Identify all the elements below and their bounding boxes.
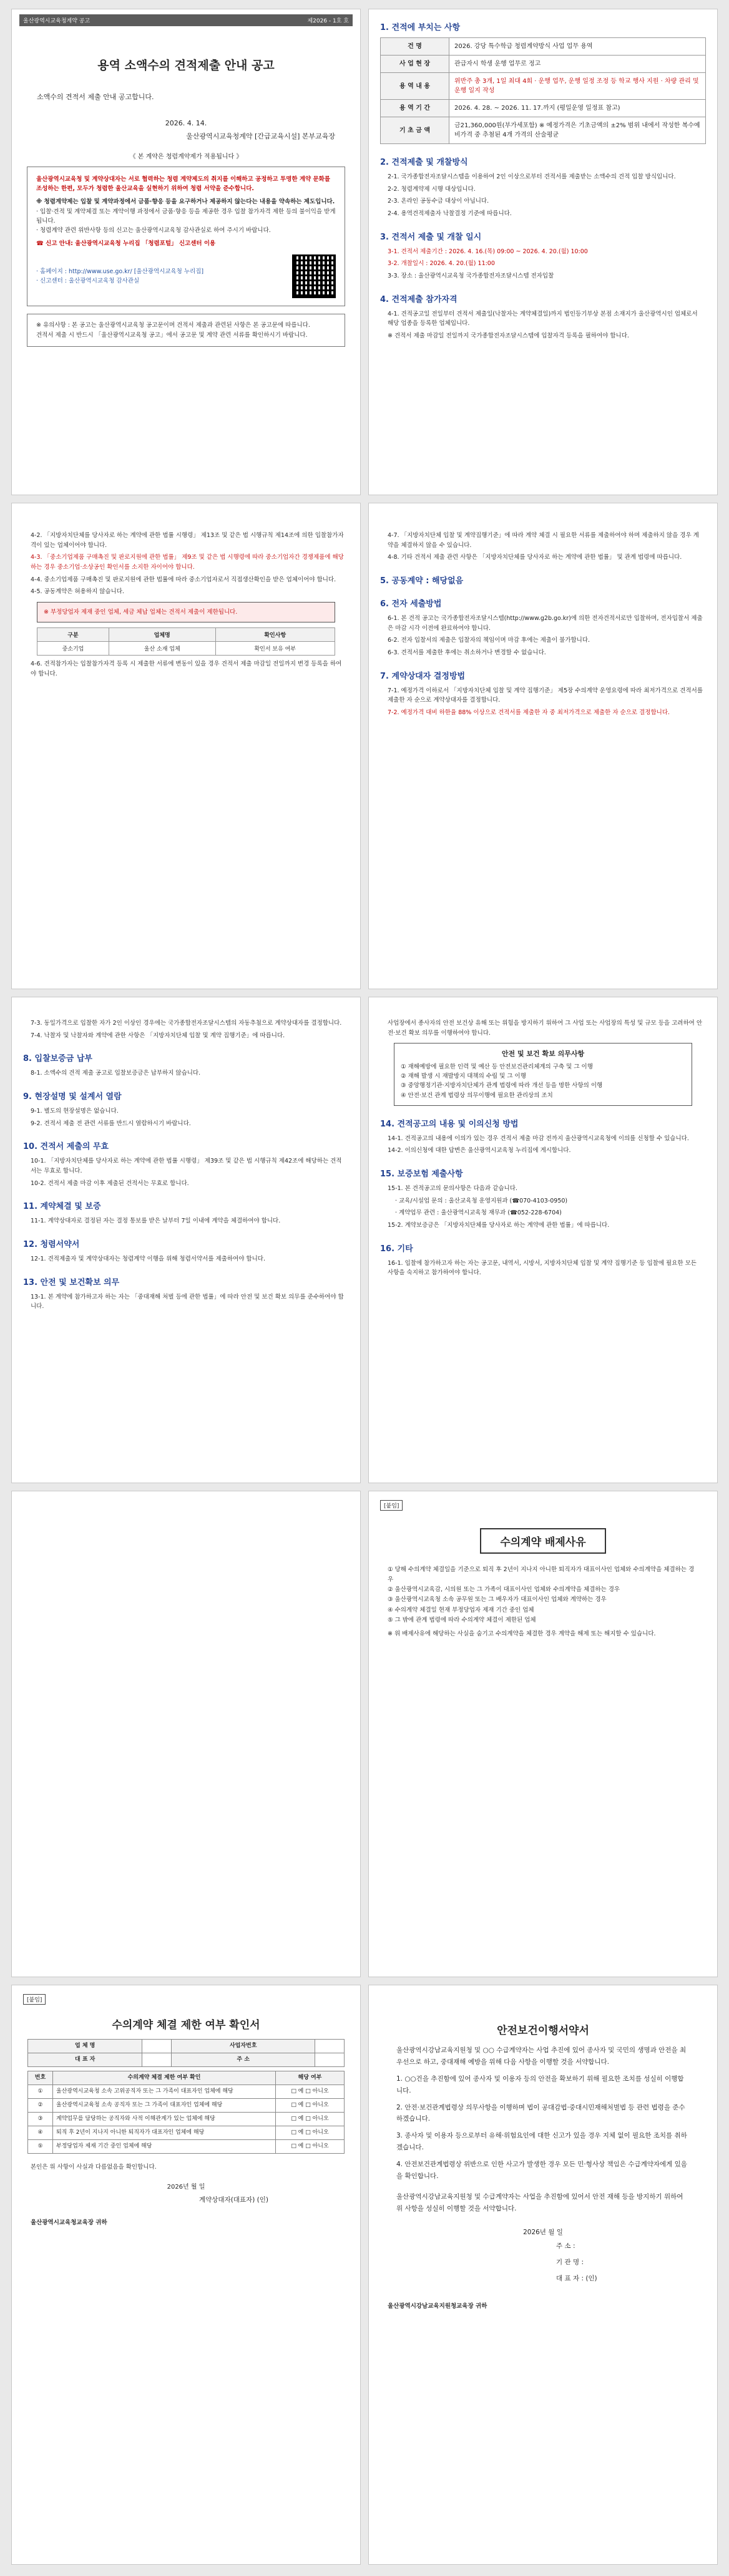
section-title: 4. 견적제출 참가자격 bbox=[380, 294, 457, 304]
company-name-field[interactable] bbox=[142, 2040, 172, 2053]
table-cell: 관급자시 학생 운행 업무로 정고 bbox=[449, 56, 706, 73]
paragraph: 사업장에서 종사자의 안전 보건상 유해 또는 위험을 방지하기 위하여 그 사업 또는 사업장의 특성 및 규모 등을 고려하여 안전·보건 확보 의무를 이행하여야 합니다. bbox=[388, 1020, 703, 1037]
page-section-5-7 bbox=[368, 503, 718, 989]
paragraph: 9-2. 견적서 제출 전 관련 서류를 반드시 열람하시기 바랍니다. bbox=[31, 1120, 191, 1127]
table-cell: 중소기업 bbox=[37, 642, 109, 656]
list-item: ※ 위 배제사유에 해당하는 사실을 숨기고 수의계약을 체결한 경우 계약을 해제 또는 해지할 수 있습니다. bbox=[388, 1630, 656, 1637]
table-cell: 퇴직 후 2년이 지나지 아니한 퇴직자가 대표자인 업체에 해당 bbox=[53, 2126, 276, 2140]
paragraph: 6-3. 견적서를 제출한 후에는 취소하거나 변경할 수 없습니다. bbox=[388, 649, 546, 657]
exclusion-list bbox=[388, 1565, 698, 1639]
table-header-cell: 건 명 bbox=[381, 38, 449, 56]
paragraph: 7-3. 동일가격으로 입찰한 자가 2인 이상인 경우에는 국가종합전자조달시스템의 자동추첨으로 계약상대자를 결정합니다. bbox=[31, 1020, 342, 1027]
table-row bbox=[381, 73, 706, 100]
table-header-cell: 해당 여부 bbox=[276, 2071, 345, 2085]
eligibility-table bbox=[37, 627, 335, 656]
page-eligibility bbox=[11, 503, 361, 989]
paragraph: 16-1. 입찰에 참가하고자 하는 자는 공고문, 내역서, 시방서, 지방자치단체 입찰 및 계약 집행기준 등 입찰에 필요한 모든 사항을 숙지하고 참가하여야 합니다. bbox=[388, 1259, 697, 1277]
restriction-check-table bbox=[27, 2071, 345, 2154]
paragraph: 3-1. 견적서 제출기간 : 2026. 4. 16.(목) 09:00 ~ 2026. 4. 20.(월) 10:00 bbox=[388, 248, 588, 255]
page-safety-pledge bbox=[368, 1985, 718, 2565]
paragraph: 7-2. 예정가격 대비 하한율 88% 이상으로 견적서를 제출한 자 중 최저가격으로 제출한 자 순으로 결정합니다. bbox=[388, 709, 670, 717]
table-cell: ① bbox=[28, 2085, 53, 2099]
pledge-sign-line[interactable]: 기 관 명 : bbox=[556, 2258, 584, 2266]
paragraph: 4-8. 기타 견적서 제출 관련 사항은 「지방자치단체를 당사자로 하는 계약에 관한 법률」 및 관계 법령에 따릅니다. bbox=[388, 554, 682, 561]
address-field[interactable] bbox=[315, 2053, 345, 2067]
form-date: 2026년 월 일 bbox=[167, 2184, 205, 2191]
table-cell: ④ bbox=[28, 2126, 53, 2140]
signature-line: 계약상대자(대표자) (인) bbox=[199, 2196, 269, 2204]
pledge-date: 2026년 월 일 bbox=[523, 2228, 563, 2236]
table-cell: 울산광역시교육청 소속 공직자 또는 그 가족이 대표자인 업체에 해당 bbox=[53, 2099, 276, 2113]
form-recipient: 울산광역시교육청교육장 귀하 bbox=[31, 2219, 107, 2226]
section-title: 15. 보증보험 제출사항 bbox=[380, 1169, 463, 1179]
note-text: ※ 부정당업자 제재 중인 업체, 세금 체납 업체는 견적서 제출이 제한됩니다. bbox=[44, 609, 238, 616]
table-cell: 금21,360,000원(부가세포함) ※ 예정가격은 기초금액의 ±2% 범위 내에서 작성한 복수예비가격 중 추첨된 4개 가격의 산술평균 bbox=[449, 117, 706, 144]
representative-field[interactable] bbox=[142, 2053, 172, 2067]
section-title: 12. 청렴서약서 bbox=[23, 1240, 80, 1250]
paragraph: 2-3. 온라인 공동수급 대상이 아닙니다. bbox=[388, 198, 489, 205]
paragraph: 8-1. 소액수의 견적 제출 공고로 입찰보증금은 납부하지 않습니다. bbox=[31, 1070, 201, 1077]
paragraph: 9-1. 별도의 현장설명은 없습니다. bbox=[31, 1108, 119, 1115]
pledge-paragraph: 울산광역시강남교육지원청 및 ○○ 수급계약자는 사업 추진에 있어 종사자 및 국민의 생명과 안전을 최우선으로 하고, 중대재해 예방을 위해 다음 사항을 이행할 것을 서약합니다. bbox=[396, 2046, 687, 2066]
table-cell: 계약업무를 담당하는 공직자와 사적 이해관계가 있는 업체에 해당 bbox=[53, 2113, 276, 2126]
section-title: 9. 현장설명 및 설계서 열람 bbox=[23, 1092, 122, 1102]
paragraph: 3-2. 개찰일시 : 2026. 4. 20.(월) 11:00 bbox=[388, 260, 495, 268]
paragraph: 7-4. 낙찰자 및 낙찰자와 계약에 관한 사항은 「지방자치단체 입찰 및 계약 집행기준」에 따릅니다. bbox=[31, 1032, 285, 1039]
paragraph: 14-1. 견적공고의 내용에 이의가 있는 경우 견적서 제출 마감 전까지 울산광역시교육청에 이의를 신청할 수 있습니다. bbox=[388, 1135, 689, 1142]
table-header-cell: 업 체 명 bbox=[28, 2040, 142, 2053]
paragraph: 10-2. 견적서 제출 마감 이후 제출된 견적서는 무효로 합니다. bbox=[31, 1179, 189, 1187]
paragraph: 4-1. 견적공고일 전일부터 견적서 제출일(낙찰자는 계약체결일)까지 법인등기부상 본점 소재지가 울산광역시인 업체로서 해당 업종을 등록한 업체입니다. bbox=[388, 310, 698, 327]
paragraph: 6-1. 본 견적 공고는 국가종합전자조달시스템(http://www.g2b.go.kr)에 의한 전자견적서로만 입찰하며, 전자입찰서 제출은 마감 시각 이전에 완료하여야 합니다. bbox=[388, 615, 703, 632]
section-title: 5. 공동계약 : 해당없음 bbox=[380, 576, 464, 586]
section-title: 3. 견적서 제출 및 개찰 일시 bbox=[380, 232, 482, 242]
announce-date: 2026. 4. 14. bbox=[165, 119, 207, 127]
table-header-cell: 구분 bbox=[37, 628, 109, 642]
table-cell: 부정당업자 제재 기간 중인 업체에 해당 bbox=[53, 2140, 276, 2154]
table-header-cell: 번호 bbox=[28, 2071, 53, 2085]
checkbox-pair[interactable]: □ 예 □ 아니오 bbox=[276, 2099, 345, 2113]
checkbox-pair[interactable]: □ 예 □ 아니오 bbox=[276, 2140, 345, 2154]
table-row bbox=[381, 100, 706, 117]
section-title: 6. 전자 세출방법 bbox=[380, 599, 442, 609]
table-cell: 2026. 강당 특수학급 청렴계약방식 사업 업무 용역 bbox=[449, 38, 706, 56]
section-title: 10. 견적서 제출의 무효 bbox=[23, 1142, 109, 1152]
business-number-field[interactable] bbox=[315, 2040, 345, 2053]
table-cell: ② bbox=[28, 2099, 53, 2113]
attachment-tag: [붙임] bbox=[23, 1994, 46, 2005]
paragraph: 2-2. 청렴계약제 시행 대상입니다. bbox=[388, 185, 476, 193]
paragraph: 15-2. 계약보증금은 「지방자치단체를 당사자로 하는 계약에 관한 법률」에 따릅니다. bbox=[388, 1222, 610, 1229]
table-cell: ⑤ bbox=[28, 2140, 53, 2154]
page-restriction-check-form bbox=[11, 1985, 361, 2565]
intro-text: 소액수의 견적서 제출 안내 공고합니다. bbox=[37, 93, 154, 101]
paragraph: 4-2. 「지방자치단체를 당사자로 하는 계약에 관한 법률 시행령」 제13조 및 같은 법 시행규칙 제14조에 의한 입찰참가자격이 있는 업체이어야 합니다. bbox=[31, 532, 344, 549]
paragraph: 2-4. 용역견적제출자 낙찰결정 기준에 따릅니다. bbox=[388, 210, 512, 218]
table-cell: 확인서 보유 여부 bbox=[215, 642, 335, 656]
table-row bbox=[28, 2126, 345, 2140]
integrity-box-line: ※ 청렴계약제는 입찰 및 계약과정에서 금품·향응 등을 요구하거나 제공하지 않는다는 내용을 약속하는 제도입니다. bbox=[36, 198, 335, 206]
pledge-sign-line[interactable]: 대 표 자 : (인) bbox=[556, 2274, 597, 2282]
paragraph: · 계약업무 관련 : 울산광역시교육청 재무과 (☎052-228-6704) bbox=[395, 1209, 562, 1217]
paragraph: 12-1. 견적제출자 및 계약상대자는 청렴계약 이행을 위해 청렴서약서를 제출하여야 합니다. bbox=[31, 1256, 265, 1263]
table-header-cell: 사 업 현 장 bbox=[381, 56, 449, 73]
doc-header-bar bbox=[19, 14, 353, 26]
page-section-1-4 bbox=[368, 9, 718, 495]
table-header-cell: 업체명 bbox=[109, 628, 215, 642]
page-blank-left bbox=[11, 1491, 361, 1977]
paragraph: 15-1. 본 견적공고의 문의사항은 다음과 같습니다. bbox=[388, 1185, 517, 1193]
report-links bbox=[36, 254, 336, 298]
table-row bbox=[37, 628, 335, 642]
page-title: 용역 소액수의 견적제출 안내 공고 bbox=[97, 59, 275, 72]
table-row bbox=[381, 117, 706, 144]
table-header-cell: 대 표 자 bbox=[28, 2053, 142, 2067]
confirm-text: 본인은 위 사항이 사실과 다름없음을 확인합니다. bbox=[31, 2164, 157, 2171]
integrity-box-line: ☎ 신고 안내: 울산광역시교육청 누리집 「청렴포털」 신고센터 이용 bbox=[36, 240, 216, 248]
doc-header-left: 울산광역시교육청계약 공고 bbox=[23, 18, 91, 24]
paragraph: 4-6. 견적참가자는 입찰참가자격 등록 시 제출한 서류에 변동이 있을 경우 견적서 제출 마감일 전일까지 변경 등록을 하여야 합니다. bbox=[31, 661, 342, 677]
caution-line: ※ 유의사항 : 본 공고는 울산광역시교육청 공고문이며 견적서 제출과 관련된 사항은 본 공고문에 따릅니다. bbox=[36, 322, 310, 329]
list-item: ② 울산광역시교육감, 시의원 또는 그 가족이 대표이사인 업체와 수의계약을 체결하는 경우 bbox=[388, 1586, 620, 1594]
table-header-cell: 사업자번호 bbox=[171, 2040, 315, 2053]
safety-duty-item: ④ 안전·보건 관계 법령상 의무이행에 필요한 관리상의 조치 bbox=[401, 1092, 553, 1099]
paragraph: 10-1. 「지방자치단체를 당사자로 하는 계약에 관한 법률 시행령」 제39조 및 같은 법 시행규칙 제42조에 해당하는 견적서는 무효로 합니다. bbox=[31, 1158, 342, 1175]
pledge-paragraph: 4. 안전보건관계법령상 위반으로 인한 사고가 발생한 경우 모든 민·형사상 책임은 수급계약자에게 있음을 확인합니다. bbox=[396, 2161, 687, 2181]
table-header-cell: 확인사항 bbox=[215, 628, 335, 642]
paragraph: 2-1. 국가종합전자조달시스템을 이용하여 2인 이상으로부터 견적서를 제출받는 소액수의 견적 입찰 방식입니다. bbox=[388, 173, 676, 180]
paragraph: · 교육/시설업 문의 : 울산교육청 운영지원과 (☎070-4103-0950) bbox=[395, 1197, 568, 1204]
paragraph: 4-7. 「지방자치단체 입찰 및 계약집행기준」에 따라 계약 체결 시 필요한 서류를 제출하여야 하며 제출하지 않을 경우 계약을 체결하지 않을 수 있습니다. bbox=[388, 532, 699, 549]
section-title: 1. 견적에 부치는 사항 bbox=[380, 23, 461, 32]
pledge-recipient: 울산광역시강남교육지원청교육장 귀하 bbox=[388, 2302, 487, 2310]
table-header-cell: 기 초 금 액 bbox=[381, 117, 449, 144]
section-title: 8. 입찰보증금 납부 bbox=[23, 1054, 92, 1064]
table-header-cell: 주 소 bbox=[171, 2053, 315, 2067]
report-center-link[interactable]: · 신고센터 : 울산광역시교육청 감사관실 bbox=[36, 278, 140, 285]
paragraph: 7-1. 예정가격 이하로서 「지방자치단체 입찰 및 계약 집행기준」 제5장 수의계약 운영요령에 따라 최저가격으로 견적서를 제출한 자 순으로 계약상대자를 결정합니다. bbox=[388, 687, 703, 704]
table-row bbox=[28, 2053, 345, 2067]
table-row bbox=[37, 642, 335, 656]
table-cell: 울산광역시교육청 소속 고위공직자 또는 그 가족이 대표자인 업체에 해당 bbox=[53, 2085, 276, 2099]
list-item: ④ 수의계약 체결일 현재 부정당업자 제재 기간 중인 업체 bbox=[388, 1606, 534, 1614]
pledge-paragraph: 3. 종사자 및 이용자 등으로부터 유해·위험요인에 대한 신고가 있을 경우 지체 없이 필요한 조치를 취하겠습니다. bbox=[396, 2132, 687, 2152]
safety-duty-item: ② 재해 발생 시 재발방지 대책의 수립 및 그 이행 bbox=[401, 1073, 526, 1080]
paragraph: 4-3. 「중소기업제품 구매촉진 및 판로지원에 관한 법률」 제9조 및 같은 법 시행령에 따라 중소기업자간 경쟁제품에 해당하는 경우 중소기업·소상공인 확인서를 소지한 자이어야 합니다. bbox=[31, 554, 344, 571]
section-title: 7. 계약상대자 결정방법 bbox=[380, 671, 466, 681]
table-row bbox=[28, 2140, 345, 2154]
table-header-cell: 용 역 내 용 bbox=[381, 73, 449, 100]
table-header-cell: 수의계약 체결 제한 여부 확인 bbox=[53, 2071, 276, 2085]
bid-info-table bbox=[380, 37, 706, 144]
list-item: ③ 울산광역시교육청 소속 공무원 또는 그 배우자가 대표이사인 업체와 계약하는 경우 bbox=[388, 1596, 607, 1604]
issuer-name: 울산광역시교육청계약 [간급교육시설] 본부교육장 bbox=[186, 132, 335, 140]
page-announcement-cover bbox=[11, 9, 361, 495]
table-row bbox=[28, 2085, 345, 2099]
safety-duty-heading: 안전 및 보건 확보 의무사항 bbox=[501, 1050, 585, 1058]
paragraph: 11-1. 계약상대자로 결정된 자는 결정 통보를 받은 날부터 7일 이내에 계약을 체결하여야 합니다. bbox=[31, 1218, 281, 1225]
section-title: 13. 안전 및 보건확보 의무 bbox=[23, 1277, 120, 1287]
table-row bbox=[381, 38, 706, 56]
paragraph: 4-4. 중소기업제품 구매촉진 및 판로지원에 관한 법률에 따라 중소기업자로서 직접생산확인을 받은 업체이어야 합니다. bbox=[31, 576, 336, 583]
list-item: ⑤ 그 밖에 관계 법령에 따라 수의계약 체결이 제한된 업체 bbox=[388, 1616, 536, 1624]
safety-duty-item: ① 재해예방에 필요한 인력 및 예산 등 안전보건관리체계의 구축 및 그 이행 bbox=[401, 1063, 593, 1070]
form-title: 안전보건이행서약서 bbox=[497, 2025, 589, 2037]
paragraph: 3-3. 장소 : 울산광역시교육청 국가종합전자조달시스템 전자입찰 bbox=[388, 273, 554, 280]
integrity-box-line: 울산광역시교육청 및 계약상대자는 서로 협력하는 청렴 계약제도의 취지를 이해하고 공정하고 투명한 계약 문화를 조성하는 한편, 모두가 청렴한 울산교육을 실현하기 위하여 청렴 서약을 준수합니다. bbox=[36, 176, 331, 193]
table-cell: 2026. 4. 28. ~ 2026. 11. 17.까지 (평일운영 일정표 참고) bbox=[449, 100, 706, 117]
homepage-link[interactable]: · 홈페이지 : http://www.use.go.kr/ [울산광역시교육청 누리집] bbox=[36, 268, 204, 276]
checkbox-pair[interactable]: □ 예 □ 아니오 bbox=[276, 2126, 345, 2140]
section-title: 16. 기타 bbox=[380, 1244, 413, 1254]
pledge-paragraph: 2. 안전·보건관계법령상 의무사항을 이행하며 법이 공대감법·중대시민재해처벌법 등 관련 법령을 준수하겠습니다. bbox=[396, 2103, 685, 2123]
form-title: 수의계약 체결 제한 여부 확인서 bbox=[112, 2019, 260, 2031]
safety-duty-box bbox=[394, 1043, 692, 1105]
table-row bbox=[28, 2071, 345, 2085]
table-row bbox=[28, 2113, 345, 2126]
checkbox-pair[interactable]: □ 예 □ 아니오 bbox=[276, 2085, 345, 2099]
integrity-notice: 《 본 계약은 청렴계약제가 적용됩니다 》 bbox=[129, 153, 243, 160]
company-info-table bbox=[27, 2039, 345, 2067]
paragraph: 4-5. 공동계약은 허용하지 않습니다. bbox=[31, 588, 124, 596]
page-section-14-16 bbox=[368, 997, 718, 1483]
page-section-8-13 bbox=[11, 997, 361, 1483]
list-item: ① 당해 수의계약 체결일을 기준으로 퇴직 후 2년이 지나지 아니한 퇴직자가 대표이사인 업체와 수의계약을 체결하는 경우 bbox=[388, 1566, 695, 1584]
pledge-sign-line[interactable]: 주 소 : bbox=[556, 2242, 575, 2250]
pledge-closing: 울산광역시강남교육지원청 및 수급계약자는 사업을 추진함에 있어서 안전 재해 등을 방지하기 위하여 위 사항을 성실히 이행할 것을 서약합니다. bbox=[396, 2192, 683, 2212]
checkbox-pair[interactable]: □ 예 □ 아니오 bbox=[276, 2113, 345, 2126]
paragraph: 13-1. 본 계약에 참가하고자 하는 자는 「중대재해 처벌 등에 관한 법률」에 따라 안전 및 보건 확보 의무를 준수하여야 합니다. bbox=[31, 1293, 344, 1310]
doc-header-right: 제2026 - 1호 호 bbox=[307, 18, 349, 24]
table-header-cell: 용 역 기 간 bbox=[381, 100, 449, 117]
caution-box bbox=[27, 314, 345, 346]
section-title: 2. 견적제출 및 개찰방식 bbox=[380, 158, 468, 167]
table-row bbox=[28, 2040, 345, 2053]
note-box bbox=[37, 602, 335, 622]
paragraph: 6-2. 전자 입찰서의 제출은 입찰자의 책임이며 마감 후에는 제출이 불가합니다. bbox=[388, 637, 590, 644]
section-title: 14. 견적공고의 내용 및 이의신청 방법 bbox=[380, 1119, 519, 1129]
attachment-tag: [붙임] bbox=[380, 1500, 403, 1511]
table-row bbox=[381, 56, 706, 73]
caution-line: 견적서 제출 시 반드시 「울산광역시교육청 공고」에서 공고문 및 계약 관련 서류를 확인하시기 바랍니다. bbox=[36, 331, 308, 339]
paragraph: ※ 견적서 제출 마감일 전일까지 국가종합전자조달시스템에 입찰자격 등록을 필하여야 합니다. bbox=[388, 332, 629, 340]
table-row bbox=[28, 2099, 345, 2113]
table-cell: 위반주 총 3개, 1일 최대 4회 · 운행 업무, 운행 일정 조정 등 학교 행사 지원 · 차량 관리 및 운행 일지 작성 bbox=[449, 73, 706, 100]
pledge-paragraph: 1. ○○건을 추진함에 있어 종사자 및 이용자 등의 안전을 확보하기 위해 필요한 조치를 성실히 이행합니다. bbox=[396, 2075, 684, 2094]
section-title: 11. 계약체결 및 보증 bbox=[23, 1202, 101, 1212]
page-exclusion-reasons bbox=[368, 1491, 718, 1977]
integrity-box-line: · 청렴계약 관련 위반사항 등의 신고는 울산광역시교육청 감사관실로 하여 주시기 바랍니다. bbox=[36, 226, 271, 234]
integrity-box-line: · 입찰·견적 및 계약체결 또는 계약이행 과정에서 금품·향응 등을 제공한 경우 입찰 참가자격 제한 등의 불이익을 받게 됩니다. bbox=[36, 208, 336, 225]
safety-duty-item: ③ 중앙행정기관·지방자치단체가 관계 법령에 따라 개선 등을 명한 사항의 이행 bbox=[401, 1082, 603, 1090]
qr-code-icon bbox=[292, 254, 336, 298]
paragraph: 14-2. 이의신청에 대한 답변은 울산광역시교육청 누리집에 게시합니다. bbox=[388, 1147, 571, 1155]
integrity-box bbox=[27, 167, 345, 306]
table-cell: ③ bbox=[28, 2113, 53, 2126]
table-cell: 울산 소재 업체 bbox=[109, 642, 215, 656]
form-title: 수의계약 배제사유 bbox=[480, 1528, 605, 1554]
